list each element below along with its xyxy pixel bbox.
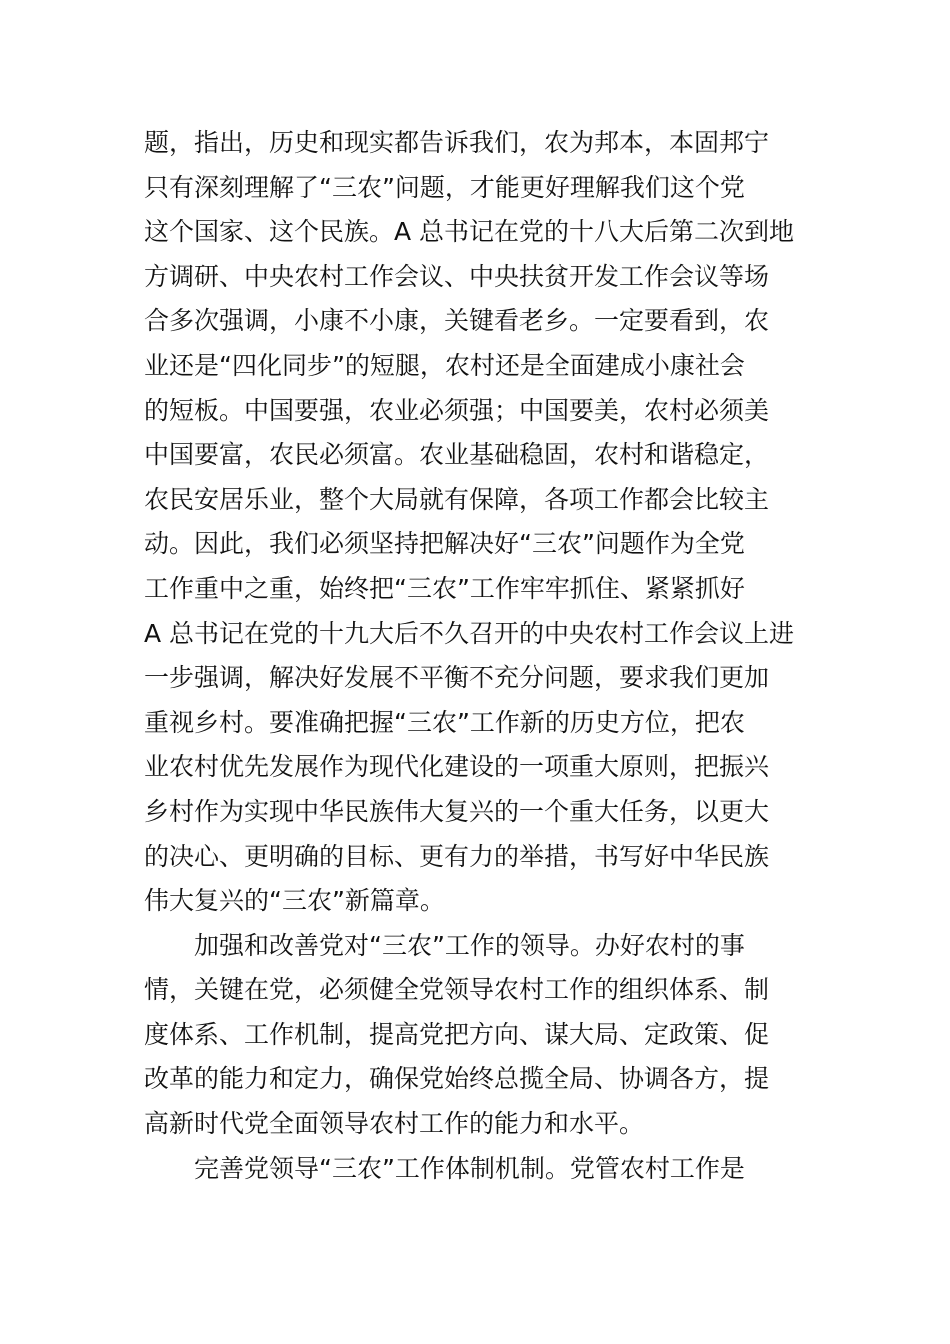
text-line: 乡村作为实现中华民族伟大复兴的一个重大任务，以更大 (144, 796, 770, 826)
text-line: 改革的能力和定力，确保党始终总揽全局、协调各方，提 (144, 1064, 770, 1094)
text-line: 方调研、中央农村工作会议、中央扶贫开发工作会议等场 (144, 261, 770, 291)
text-line: 一步强调，解决好发展不平衡不充分问题，要求我们更加 (144, 663, 770, 693)
text-line: 重视乡村。要准确把握“三农”工作新的历史方位，把农 (144, 707, 745, 737)
paragraph-first-line: 加强和改善党对“三农”工作的领导。办好农村的事 (194, 930, 745, 960)
text-line: 高新时代党全面领导农村工作的能力和水平。 (144, 1109, 645, 1139)
text-line: 业农村优先发展作为现代化建设的一项重大原则，把振兴 (144, 752, 770, 782)
text-line: 度体系、工作机制，提高党把方向、谋大局、定政策、促 (144, 1019, 770, 1049)
text-line: 合多次强调，小康不小康，关键看老乡。一定要看到，农 (144, 306, 770, 336)
text-line: 中国要富，农民必须富。农业基础稳固，农村和谐稳定， (144, 440, 770, 470)
paragraph-first-line: 完善党领导“三农”工作体制机制。党管农村工作是 (194, 1153, 745, 1183)
text-line: 工作重中之重，始终把“三农”工作牢牢抓住、紧紧抓好 (144, 573, 745, 603)
text-line: 农民安居乐业，整个大局就有保障，各项工作都会比较主 (144, 484, 770, 514)
text-line: A 总书记在党的十九大后不久召开的中央农村工作会议上进 (144, 618, 795, 648)
text-line: 这个国家、这个民族。A 总书记在党的十八大后第二次到地 (144, 217, 795, 247)
text-line: 的决心、更明确的目标、更有力的举措，书写好中华民族 (144, 841, 770, 871)
text-line: 的短板。中国要强，农业必须强；中国要美，农村必须美 (144, 395, 770, 425)
text-line: 只有深刻理解了“三农”问题，才能更好理解我们这个党 (144, 172, 745, 202)
document-body (144, 121, 806, 1191)
text-line: 情，关键在党，必须健全党领导农村工作的组织体系、制 (144, 975, 770, 1005)
text-line: 业还是“四化同步”的短腿，农村还是全面建成小康社会 (144, 350, 745, 380)
text-line: 题，指出，历史和现实都告诉我们，农为邦本，本固邦宁 (144, 128, 770, 157)
text-line: 动。因此，我们必须坚持把解决好“三农”问题作为全党 (144, 529, 745, 559)
text-line: 伟大复兴的“三农”新篇章。 (144, 886, 445, 916)
